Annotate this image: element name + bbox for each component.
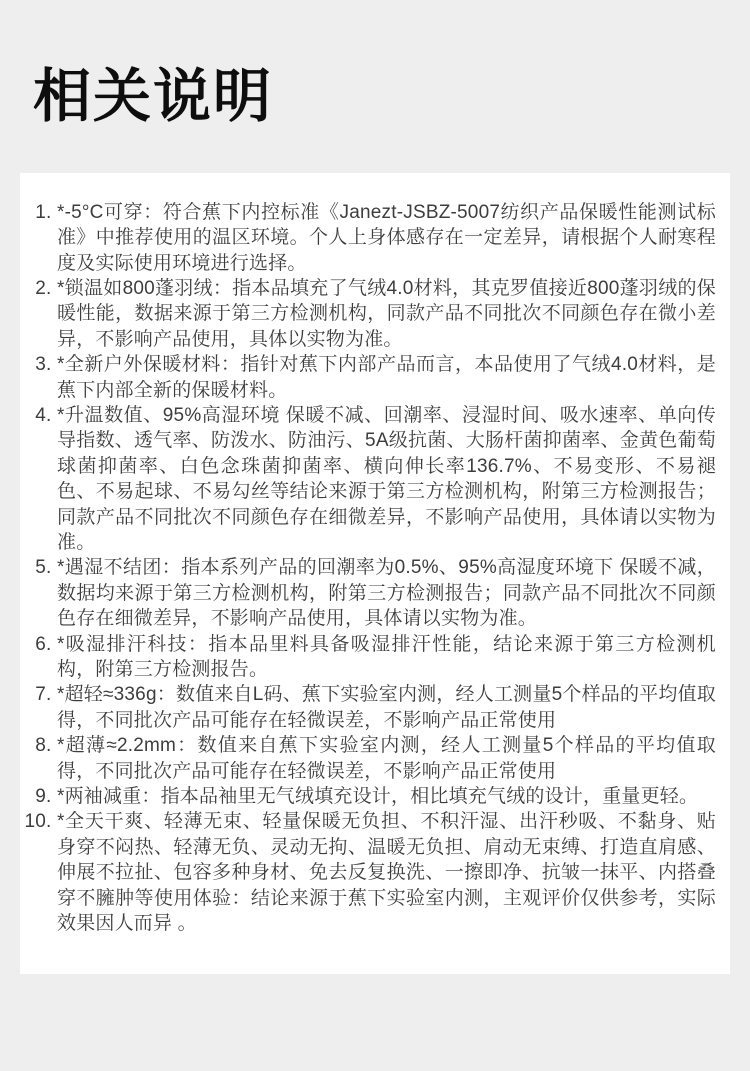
list-item: 9. *两袖减重：指本品袖里无气绒填充设计，相比填充气绒的设计，重量更轻。 xyxy=(57,784,716,809)
page xyxy=(0,64,750,1071)
list-item: 2. *锁温如800蓬羽绒：指本品填充了气绒4.0材料，其克罗值接近800蓬羽绒的保暖性能，数据来源于第三方检测机构，同款产品不同批次不同颜色存在微小差异，不影响产品使用，具体以实物为准。 xyxy=(57,276,716,352)
notes-list xyxy=(20,200,716,937)
notes-card xyxy=(20,173,730,975)
list-item: 10. *全天干爽、轻薄无束、轻量保暖无负担、不积汗湿、出汗秒吸、不黏身、贴身穿不闷热、轻薄无负、灵动无拘、温暖无负担、肩动无束缚、打造直肩感、伸展不拉扯、包容多种身材、免去反复换洗、一擦即净、抗皱一抹平、内搭叠穿不臃肿等使用体验：结论来源于蕉下实验室内测，主观评价仅供参考，实际效果因人而异 。 xyxy=(57,809,716,936)
list-item: 6. *吸湿排汗科技：指本品里料具备吸湿排汗性能，结论来源于第三方检测机构，附第三方检测报告。 xyxy=(57,632,716,683)
page-title: 相关说明 xyxy=(33,64,274,129)
list-item: 8. *超薄≈2.2mm：数值来自蕉下实验室内测，经人工测量5个样品的平均值取得，不同批次产品可能存在轻微误差，不影响产品正常使用 xyxy=(57,733,716,784)
list-item: 3. *全新户外保暖材料：指针对蕉下内部产品而言，本品使用了气绒4.0材料，是蕉下内部全新的保暖材料。 xyxy=(57,352,716,403)
list-item: 7. *超轻≈336g：数值来自L码、蕉下实验室内测，经人工测量5个样品的平均值取得，不同批次产品可能存在轻微误差，不影响产品正常使用 xyxy=(57,682,716,733)
list-item: 1. *-5°C可穿：符合蕉下内控标准《Janezt-JSBZ-5007纺织产品保暖性能测试标准》中推荐使用的温区环境。个人上身体感存在一定差异，请根据个人耐寒程度及实际使用环境进行选择。 xyxy=(57,200,716,276)
list-item: 4. *升温数值、95%高湿环境 保暖不减、回潮率、浸湿时间、吸水速率、单向传导指数、透气率、防泼水、防油污、5A级抗菌、大肠杆菌抑菌率、金黄色葡萄球菌抑菌率、白色念珠菌抑菌率、横向伸长率136.7%、不易变形、不易褪色、不易起球、不易勾丝等结论来源于第三方检测机构，附第三方检测报告；同款产品不同批次不同颜色存在细微差异，不影响产品使用，具体请以实物为准。 xyxy=(57,403,716,555)
list-item: 5. *遇湿不结团：指本系列产品的回潮率为0.5%、95%高湿度环境下 保暖不减，数据均来源于第三方检测机构，附第三方检测报告；同款产品不同批次不同颜色存在细微差异，不影响产品使用，具体请以实物为准。 xyxy=(57,555,716,631)
